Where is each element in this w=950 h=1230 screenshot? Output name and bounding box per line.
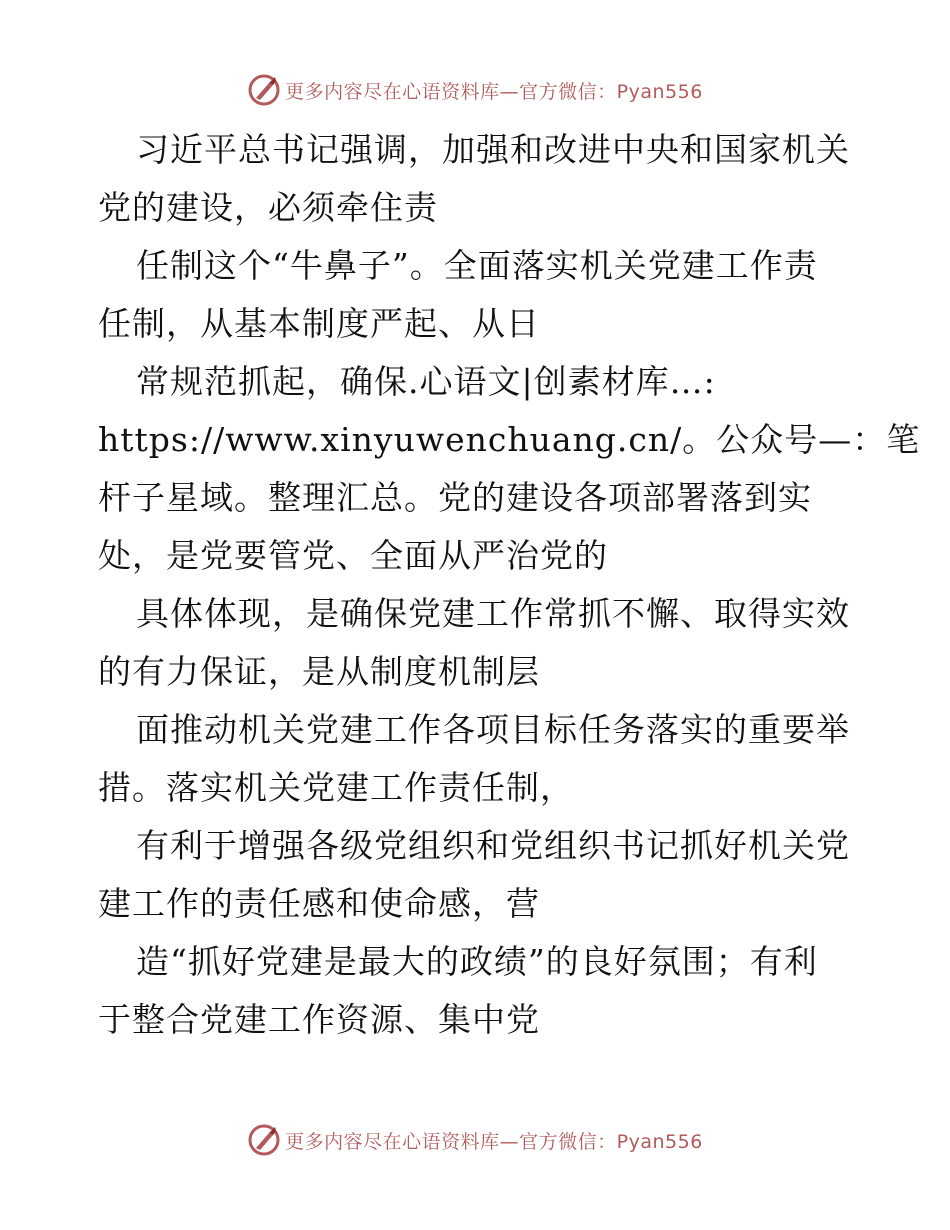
text-line: 建工作的责任感和使命感，营 [98, 884, 540, 923]
text-line: https://www.xinyuwenchuang.cn/。公众号—：笔 [98, 420, 921, 459]
document-body [98, 121, 921, 1049]
text-line: 于整合党建工作资源、集中党 [98, 1000, 540, 1039]
text-line: 具体体现，是确保党建工作常抓不懈、取得实效 [136, 594, 850, 633]
text-line: 杆子星域。整理汇总。党的建设各项部署落到实 [98, 478, 812, 517]
text-line: 造“抓好党建是最大的政绩”的良好氛围；有利 [136, 942, 818, 981]
text-line: 有利于增强各级党组织和党组织书记抓好机关党 [136, 826, 850, 865]
header-banner [0, 72, 950, 108]
text-line: 处，是党要管党、全面从严治党的 [98, 536, 608, 575]
text-line: 常规范抓起，确保.心语文|创素材库…: [136, 362, 716, 401]
text-line: 任制，从基本制度严起、从日 [98, 304, 540, 343]
quill-logo-icon [247, 73, 281, 107]
footer-banner-text: 更多内容尽在心语资料库—官方微信：Pyan556 [285, 1130, 703, 1153]
text-line: 面推动机关党建工作各项目标任务落实的重要举 [136, 710, 850, 749]
text-line: 任制这个“牛鼻子”。全面落实机关党建工作责 [136, 246, 818, 285]
footer-banner [0, 1122, 950, 1158]
header-banner-text: 更多内容尽在心语资料库—官方微信：Pyan556 [285, 80, 703, 103]
text-line: 措。落实机关党建工作责任制， [98, 768, 574, 807]
text-line: 党的建设，必须牵住责 [98, 188, 438, 227]
text-line: 习近平总书记强调，加强和改进中央和国家机关 [136, 130, 850, 169]
quill-logo-icon [247, 1123, 281, 1157]
text-line: 的有力保证，是从制度机制层 [98, 652, 540, 691]
